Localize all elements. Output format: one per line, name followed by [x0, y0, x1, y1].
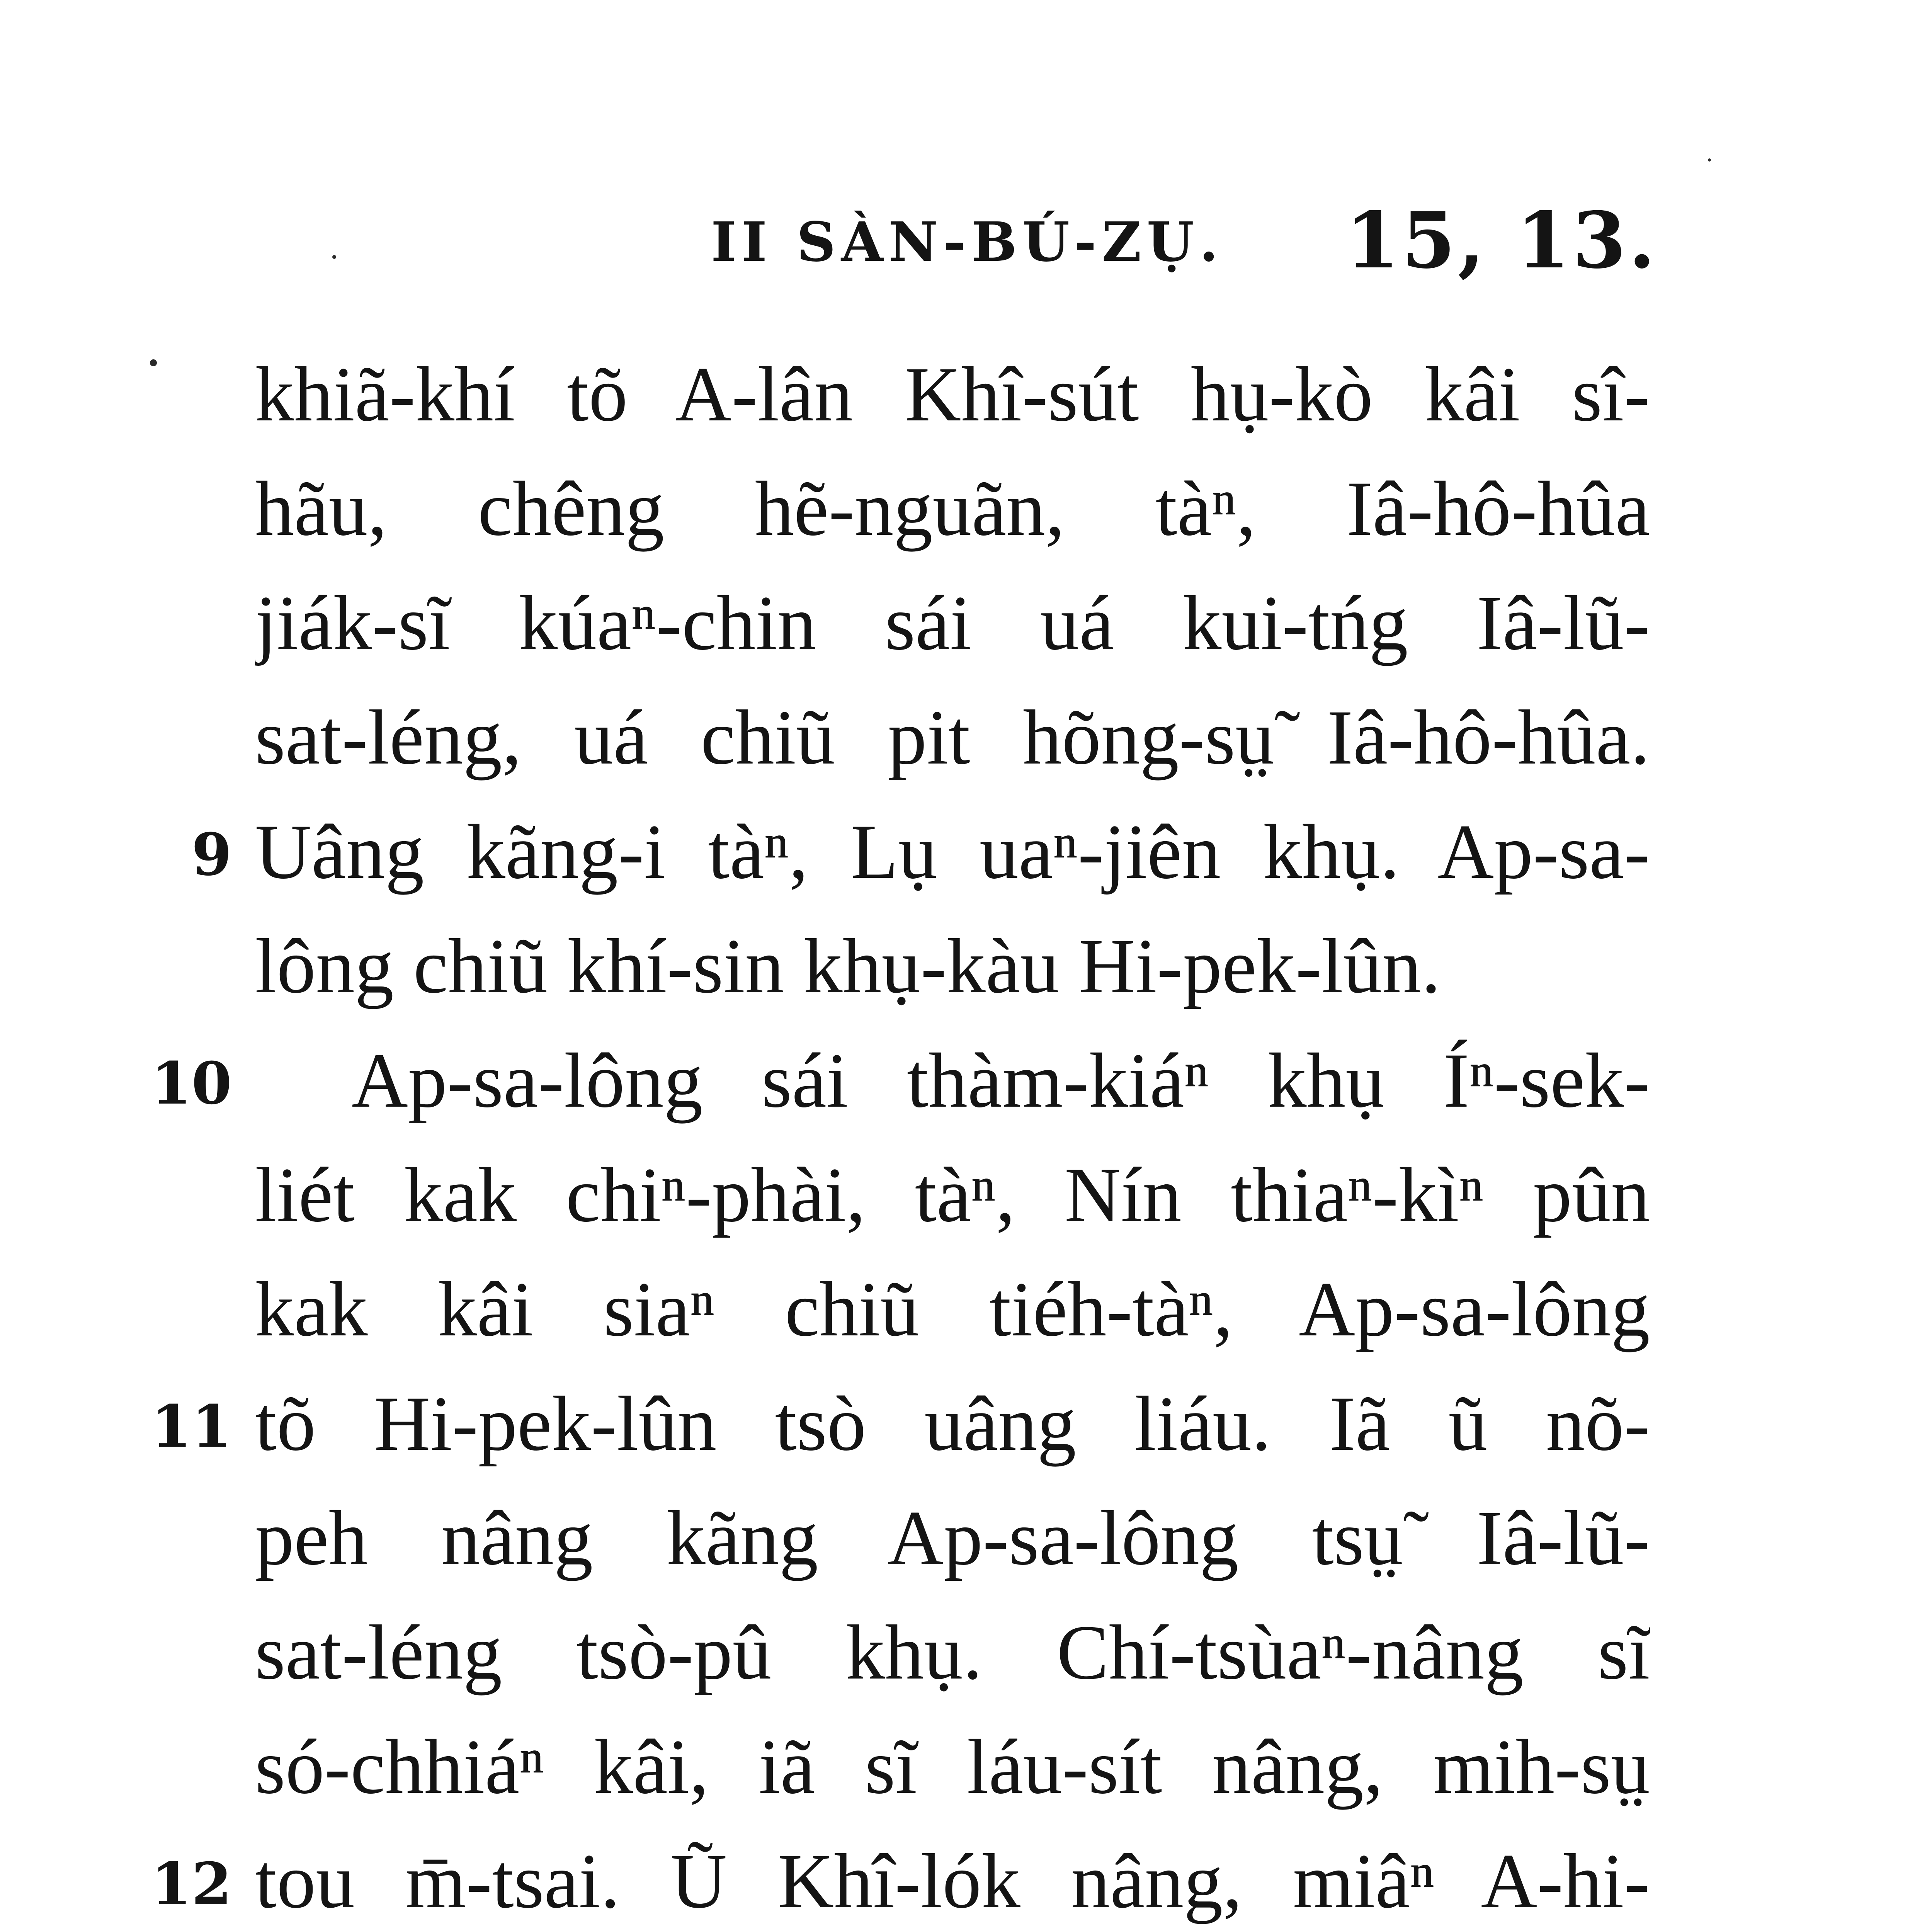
text-line — [0, 798, 1932, 912]
line-text: sat-léng, uá chiũ pit hõng-sṳ̃ Iâ-hô-hûa. — [255, 694, 1650, 781]
book-title: II SÀN-BÚ-ZỤ. — [711, 211, 1224, 274]
line-text: jiák-sĩ kúaⁿ-chin sái uá kui-tńg Iâ-lũ- — [255, 580, 1650, 666]
print-speck — [1708, 158, 1711, 162]
text-line — [0, 1141, 1932, 1255]
line-text: só-chhiáⁿ kâi, iã sĩ láu-sít nâng, mih-sṳ̃ — [255, 1723, 1650, 1810]
line-text: peh nâng kãng Ap-sa-lông tsṳ̃ Iâ-lũ- — [255, 1495, 1650, 1581]
line-text: tõ Hi-pek-lûn tsò uâng liáu. Iã ũ nõ- — [255, 1380, 1650, 1467]
line-text: khiã-khí tõ A-lân Khî-sút hụ-kò kâi sî- — [255, 351, 1650, 437]
line-text: sat-léng tsò-pû khụ. Chí-tsùaⁿ-nâng sĩ — [255, 1609, 1650, 1696]
verse-number: 11 — [151, 1393, 232, 1461]
print-speck — [332, 255, 336, 259]
text-line — [0, 1369, 1932, 1484]
running-header — [711, 195, 1658, 296]
text-line — [0, 1026, 1932, 1141]
print-speck — [150, 359, 157, 366]
text-line — [0, 454, 1932, 569]
line-text: Ap-sa-lông sái thàm-kiáⁿ khụ Íⁿ-sek- — [352, 1037, 1650, 1124]
text-line — [0, 683, 1932, 798]
text-line — [0, 1827, 1932, 1932]
text-line — [0, 569, 1932, 683]
line-text: tou m̄-tsai. Ũ Khî-lók nâng, miâⁿ A-hi- — [255, 1838, 1650, 1924]
text-line — [0, 1713, 1932, 1827]
line-text: hãu, chêng hẽ-nguãn, tàⁿ, Iâ-hô-hûa — [255, 465, 1650, 552]
verse-number: 9 — [191, 821, 232, 889]
verse-number: 10 — [151, 1049, 232, 1117]
text-line — [0, 1255, 1932, 1369]
line-text: lông chiũ khí-sin khụ-kàu Hi-pek-lûn. — [255, 923, 1441, 1009]
scripture-text-block — [0, 340, 1932, 1932]
text-line — [0, 1598, 1932, 1713]
line-text: liét kak chiⁿ-phài, tàⁿ, Nín thiaⁿ-kìⁿ pûn — [255, 1151, 1650, 1238]
text-line — [0, 340, 1932, 454]
line-text: Uâng kãng-i tàⁿ, Lụ uaⁿ-jiên khụ. Ap-sa- — [255, 808, 1650, 895]
text-line — [0, 912, 1932, 1026]
text-line — [0, 1484, 1932, 1598]
verse-number: 12 — [151, 1850, 232, 1918]
line-text: kak kâi siaⁿ chiũ tiéh-tàⁿ, Ap-sa-lông — [255, 1266, 1650, 1352]
chapter-verse-ref: 15, 13. — [1345, 195, 1658, 286]
